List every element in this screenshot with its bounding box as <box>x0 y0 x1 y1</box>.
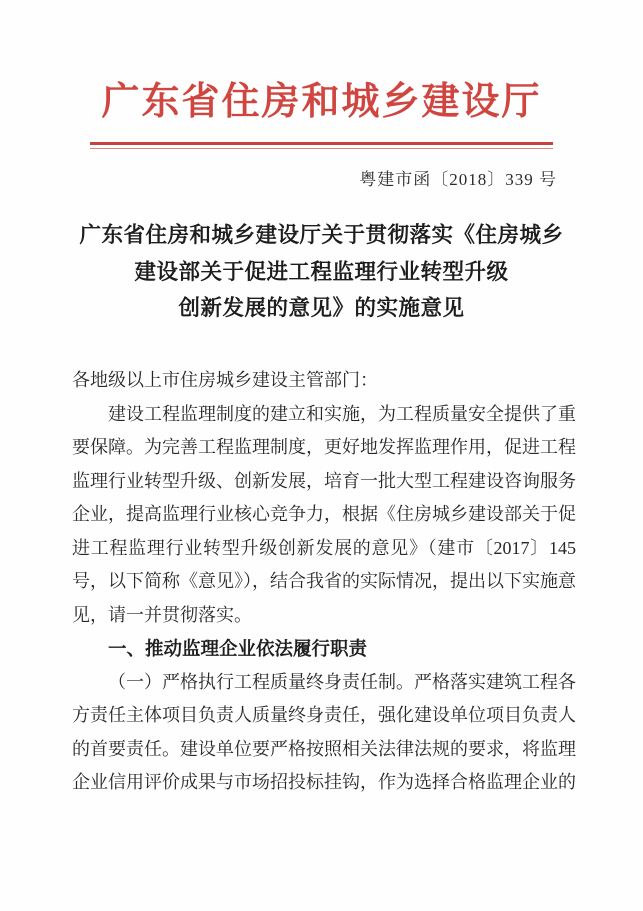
document-title-line-2: 建设部关于促进工程监理行业转型升级 <box>134 259 509 284</box>
document-title-line-1: 广东省住房和城乡建设厅关于贯彻落实《住房城乡 <box>79 223 564 247</box>
document-title-line-3: 创新发展的意见》的实施意见 <box>178 296 465 320</box>
document-title <box>40 217 603 327</box>
salutation: 各地级以上市住房城乡建设主管部门： <box>72 370 378 390</box>
paragraph-intro: 建设工程监理制度的建立和实施，为工程质量安全提供了重要保障。为完善工程监理制度，更好地发挥监理作用，促进工程监理行业转型升级、创新发展，培育一批大型工程建设咨询服务企业，提高监理行业核心竞争力，根据《住房城乡建设部关于促进工程监理行业转型升级创新发展的意见》（建市〔2017〕145号，以下简称《意见》），结合我省的实际情况，提出以下实施意见，请一并贯彻落实。 <box>72 403 576 625</box>
document-body <box>72 364 576 800</box>
section-heading-1: 一、推动监理企业依法履行职责 <box>108 638 368 659</box>
paragraph-item-1: （一）严格执行工程质量终身责任制。严格落实建筑工程各方责任主体项目负责人质量终身责任，强化建设单位项目负责人的首要责任。建设单位要严格按照相关法律法规的要求，将监理企业信用评价成果与市场招投标挂钩，作为选择合格监理企业的 <box>72 671 576 792</box>
header-divider-rule <box>90 142 553 149</box>
document-number: 粤建市函〔2018〕339 号 <box>359 170 557 189</box>
agency-header: 广东省住房和城乡建设厅 <box>101 81 542 123</box>
